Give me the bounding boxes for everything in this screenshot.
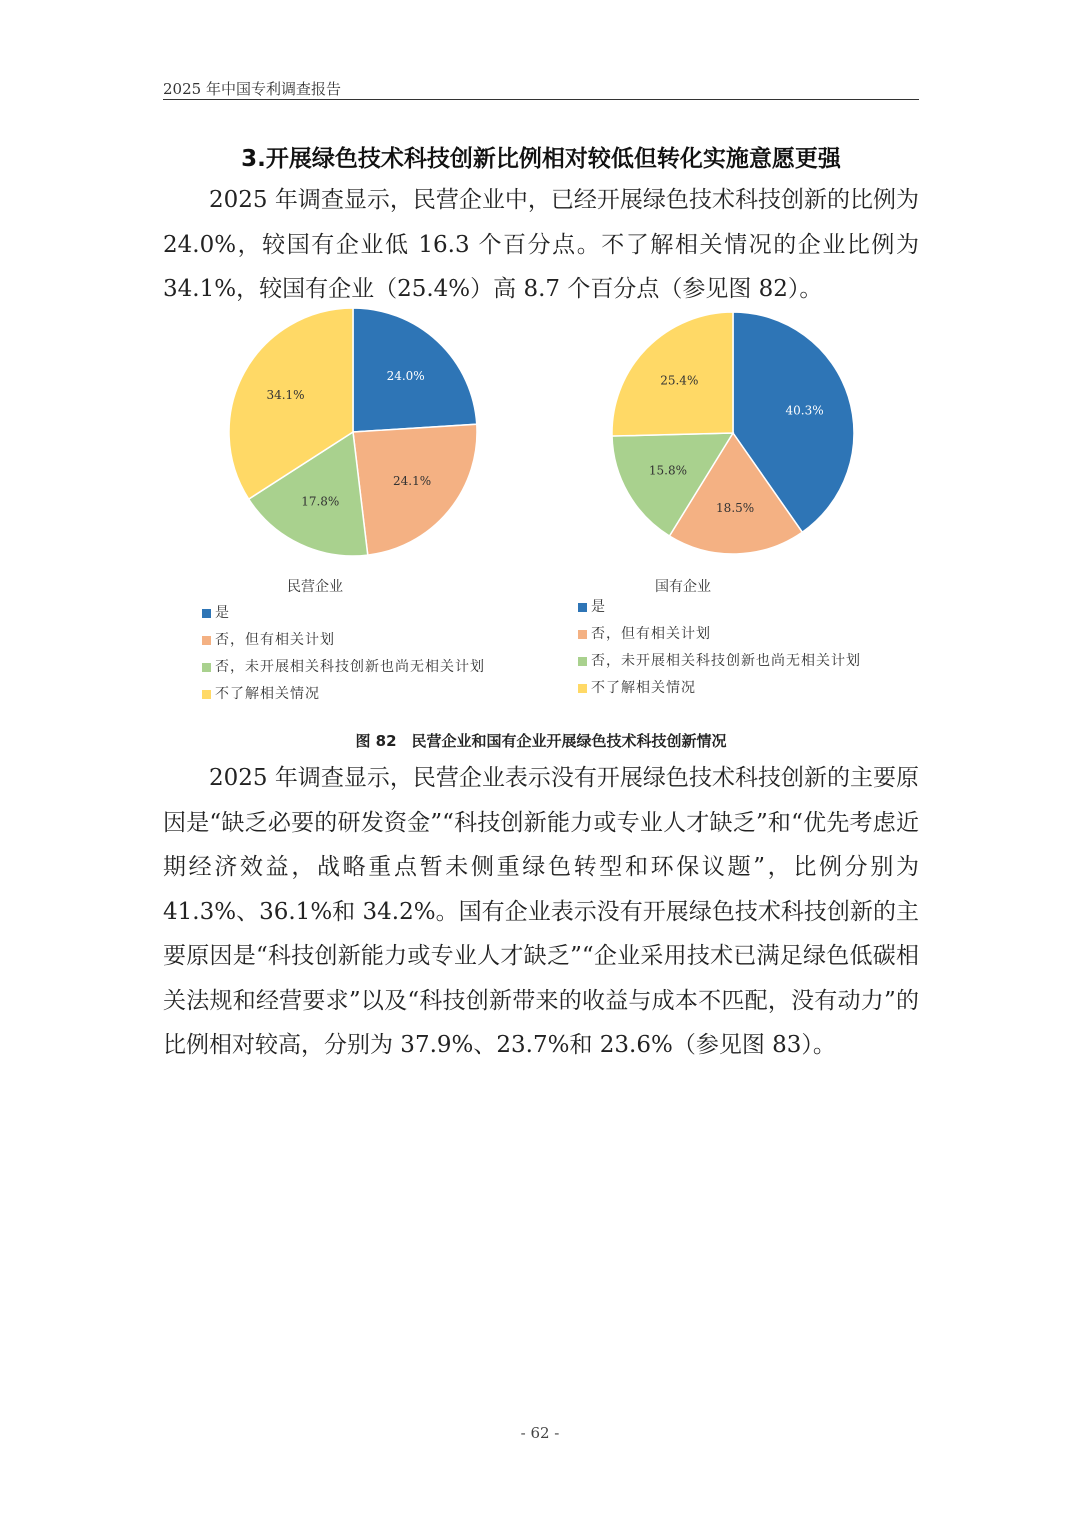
legend-label: 否，未开展相关科技创新也尚无相关计划 — [215, 659, 485, 675]
data-label: 18.5% — [716, 500, 755, 515]
legend-private — [202, 600, 485, 708]
legend-label: 否，未开展相关科技创新也尚无相关计划 — [591, 653, 861, 669]
data-label: 40.3% — [785, 403, 824, 418]
legend-swatch-blue — [202, 609, 211, 618]
legend-item — [202, 600, 485, 627]
legend-swatch-orange — [202, 636, 211, 645]
legend-swatch-blue — [578, 603, 587, 612]
paragraph-1: 2025 年调查显示，民营企业中，已经开展绿色技术科技创新的比例为 24.0%，较国有企业低 16.3 个百分点。不了解相关情况的企业比例为 34.1%，较国有企业（25.4%）高 8.7 个百分点（参见图 82）。 — [163, 187, 919, 302]
legend-label: 是 — [215, 605, 230, 621]
legend-state — [578, 594, 861, 702]
legend-swatch-green — [578, 657, 587, 666]
figure-caption: 图 82 民营企业和国有企业开展绿色技术科技创新情况 — [355, 732, 727, 750]
page-number: - 62 - — [520, 1424, 560, 1442]
data-label: 24.0% — [386, 368, 425, 383]
legend-label: 否，但有相关计划 — [215, 632, 335, 648]
data-label: 15.8% — [648, 463, 688, 478]
legend-item — [202, 654, 485, 681]
legend-label: 否，但有相关计划 — [591, 626, 711, 642]
legend-item — [202, 681, 485, 708]
legend-swatch-yellow — [202, 690, 211, 699]
data-label: 34.1% — [266, 388, 305, 403]
legend-item — [202, 627, 485, 654]
chart-title-private: 民营企业 — [287, 579, 343, 595]
pie-charts — [0, 0, 1080, 720]
legend-swatch-yellow — [578, 684, 587, 693]
legend-item — [578, 594, 861, 621]
legend-swatch-green — [202, 663, 211, 672]
legend-item — [578, 621, 861, 648]
legend-label: 不了解相关情况 — [591, 680, 696, 696]
legend-label: 不了解相关情况 — [215, 686, 320, 702]
legend-item — [578, 648, 861, 675]
legend-swatch-orange — [578, 630, 587, 639]
paragraph-2: 2025 年调查显示，民营企业表示没有开展绿色技术科技创新的主要原因是“缺乏必要的研发资金”“科技创新能力或专业人才缺乏”和“优先考虑近期经济效益，战略重点暂未侧重绿色转型和环保议题”，比例分别为 41.3%、36.1%和 34.2%。国有企业表示没有开展绿色技术科技创新的主要原因是“科技创新能力或专业人才缺乏”“企业采用技术已满足绿色低碳相关法规和经营要求”以及“科技创新带来的收益与成本不匹配，没有动力”的比例相对较高，分别为 37.9%、23.7%和 23.6%（参见图 83）。 — [163, 765, 919, 1058]
data-label: 25.4% — [660, 373, 699, 388]
running-header: 2025 年中国专利调查报告 — [163, 80, 341, 98]
pie-slice — [353, 424, 477, 555]
legend-item — [578, 675, 861, 702]
data-label: 17.8% — [301, 494, 340, 509]
section-title: 3.开展绿色技术科技创新比例相对较低但转化实施意愿更强 — [241, 146, 841, 172]
data-label: 24.1% — [393, 474, 432, 489]
legend-label: 是 — [591, 599, 606, 615]
chart-title-state: 国有企业 — [655, 579, 711, 595]
